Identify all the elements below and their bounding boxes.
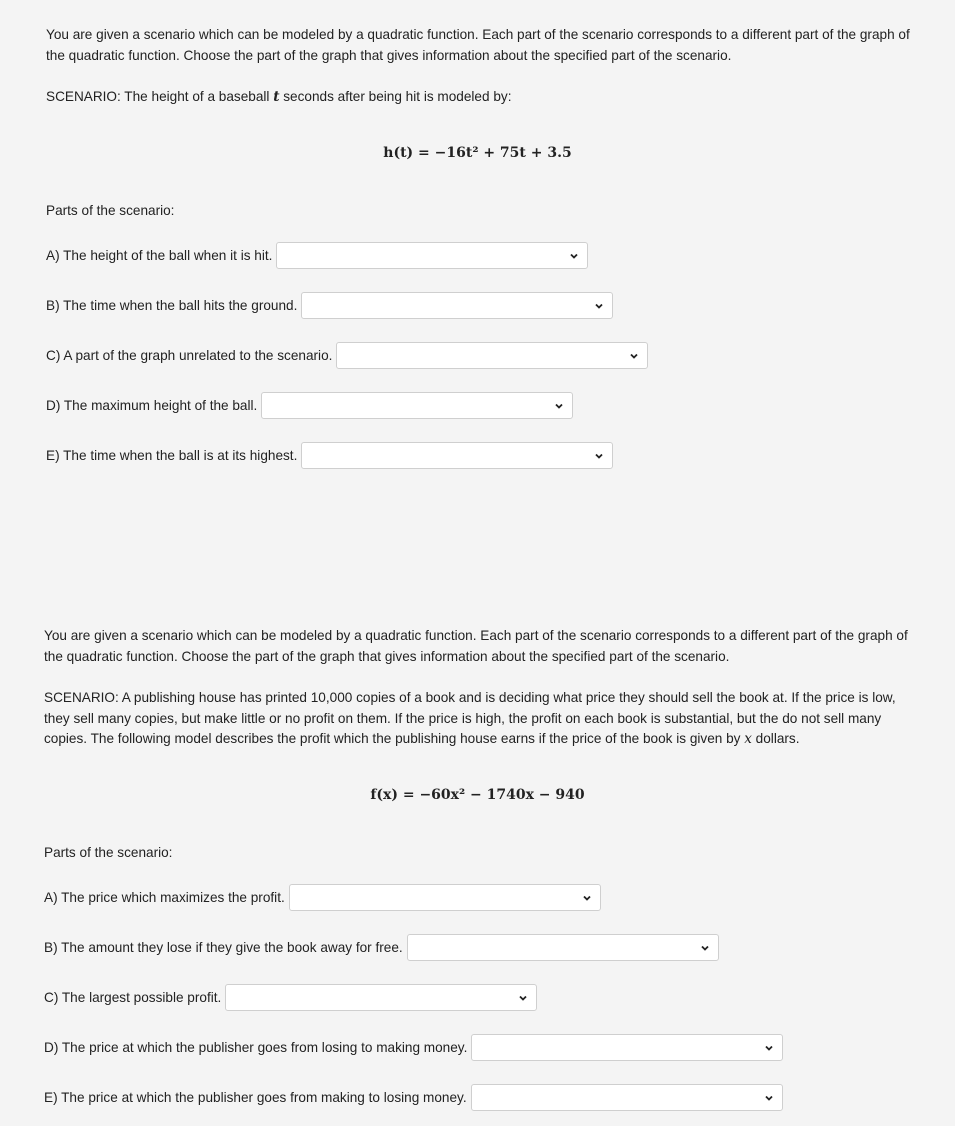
part-e-dropdown[interactable] xyxy=(301,442,613,469)
part-a-dropdown[interactable] xyxy=(276,242,588,269)
problem2-part-b xyxy=(44,933,719,962)
problem2-part-d xyxy=(44,1033,783,1062)
problem1-part-c xyxy=(46,341,648,370)
problem2-part-a xyxy=(44,883,601,912)
part-b-dropdown[interactable] xyxy=(407,934,719,961)
scenario-variable: x xyxy=(744,731,752,747)
scenario-prefix: SCENARIO: The height of a baseball xyxy=(46,89,274,104)
problem1-part-d xyxy=(46,391,573,420)
problem1-parts-heading: Parts of the scenario: xyxy=(46,203,175,218)
part-d-dropdown[interactable] xyxy=(261,392,573,419)
chevron-down-icon xyxy=(554,401,564,411)
scenario-suffix: dollars. xyxy=(751,731,800,746)
problem2-parts-heading: Parts of the scenario: xyxy=(44,845,173,860)
problem2-formula: f(x) = −60x² − 1740x − 940 xyxy=(370,787,585,803)
part-label: A) The height of the ball when it is hit. xyxy=(46,248,273,263)
part-d-dropdown[interactable] xyxy=(471,1034,783,1061)
part-c-dropdown[interactable] xyxy=(225,984,537,1011)
chevron-down-icon xyxy=(629,351,639,361)
problem1-intro: You are given a scenario which can be modeled by a quadratic function. Each part of the scenario corresponds to a different part of the graph of the quadratic function. Choose the part of the graph that gives information about the specified part of the scenario. xyxy=(46,27,910,63)
problem2-part-e xyxy=(44,1083,783,1112)
chevron-down-icon xyxy=(594,301,604,311)
chevron-down-icon xyxy=(594,451,604,461)
scenario-text: SCENARIO: A publishing house has printed 10,000 copies of a book and is deciding what price they should sell the book at. If the price is low, they sell many copies, but make little or no profit on them. If the price is high, the profit on each book is substantial, but the do not sell many copies. The following model describes the profit which the publishing house earns if the price of the book is given by xyxy=(44,690,896,746)
chevron-down-icon xyxy=(764,1043,774,1053)
chevron-down-icon xyxy=(700,943,710,953)
chevron-down-icon xyxy=(518,993,528,1003)
problem2-part-c xyxy=(44,983,537,1012)
part-label: C) The largest possible profit. xyxy=(44,990,222,1005)
part-label: B) The amount they lose if they give the book away for free. xyxy=(44,940,403,955)
problem1-part-a xyxy=(46,241,588,270)
scenario-variable: t xyxy=(273,89,280,105)
problem1-part-e xyxy=(46,441,613,470)
part-e-dropdown[interactable] xyxy=(471,1084,783,1111)
part-label: E) The time when the ball is at its highest. xyxy=(46,448,298,463)
problem1-part-b xyxy=(46,291,613,320)
part-label: A) The price which maximizes the profit. xyxy=(44,890,285,905)
problem2-scenario xyxy=(44,688,919,750)
part-b-dropdown[interactable] xyxy=(301,292,613,319)
chevron-down-icon xyxy=(764,1093,774,1103)
part-label: C) A part of the graph unrelated to the scenario. xyxy=(46,348,333,363)
part-label: E) The price at which the publisher goes from making to losing money. xyxy=(44,1090,467,1105)
chevron-down-icon xyxy=(582,893,592,903)
part-a-dropdown[interactable] xyxy=(289,884,601,911)
problem1-formula: h(t) = −16t² + 75t + 3.5 xyxy=(383,145,572,161)
part-label: B) The time when the ball hits the ground. xyxy=(46,298,298,313)
problem1-scenario xyxy=(46,87,916,108)
problem2-intro: You are given a scenario which can be modeled by a quadratic function. Each part of the scenario corresponds to a different part of the graph of the quadratic function. Choose the part of the graph that gives information about the specified part of the scenario. xyxy=(44,628,908,664)
part-label: D) The maximum height of the ball. xyxy=(46,398,258,413)
scenario-suffix: seconds after being hit is modeled by: xyxy=(279,89,512,104)
chevron-down-icon xyxy=(569,251,579,261)
part-c-dropdown[interactable] xyxy=(336,342,648,369)
part-label: D) The price at which the publisher goes from losing to making money. xyxy=(44,1040,468,1055)
